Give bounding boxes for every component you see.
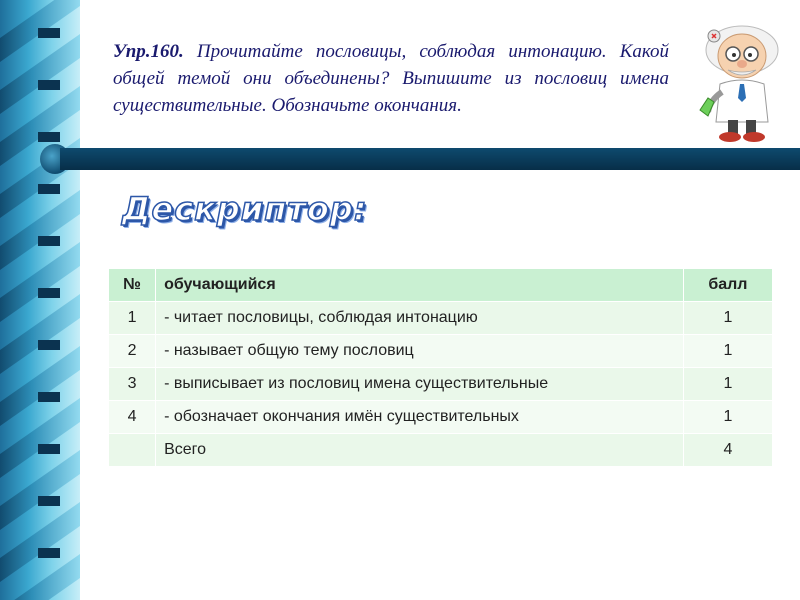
table-row [109,335,773,368]
task-number: Упр.160. [113,41,184,62]
row-num: 2 [109,335,156,368]
table-row [109,302,773,335]
row-num: 3 [109,368,156,401]
side-decoration [0,0,80,600]
row-num: 4 [109,401,156,434]
table-row [109,401,773,434]
header-num: № [109,269,156,302]
row-criterion: - выписывает из пословиц имена существительные [156,368,684,401]
row-score: 1 [683,401,772,434]
row-score: 1 [683,335,772,368]
header-score: балл [683,269,772,302]
header-criterion: обучающийся [156,269,684,302]
row-score: 1 [683,368,772,401]
task-instructions: Прочитайте пословицы, соблюдая интонацию. Какой общей темой они объединены? Выпишите из пословиц имена существительные. Обозначьте окончания. [113,41,669,116]
scientist-mascot-icon [692,14,792,144]
descriptor-title: Дескриптор: [122,190,368,228]
row-criterion: - читает пословицы, соблюдая интонацию [156,302,684,335]
task-text [113,38,669,119]
total-label: Всего [156,434,684,467]
row-num: 1 [109,302,156,335]
row-criterion: - обозначает окончания имён существительных [156,401,684,434]
row-score: 1 [683,302,772,335]
table-row [109,368,773,401]
row-num [109,434,156,467]
rubric-table [108,268,773,467]
row-criterion: - называет общую тему пословиц [156,335,684,368]
table-header-row [109,269,773,302]
table-total-row [109,434,773,467]
header-bar [60,148,800,170]
total-score: 4 [683,434,772,467]
